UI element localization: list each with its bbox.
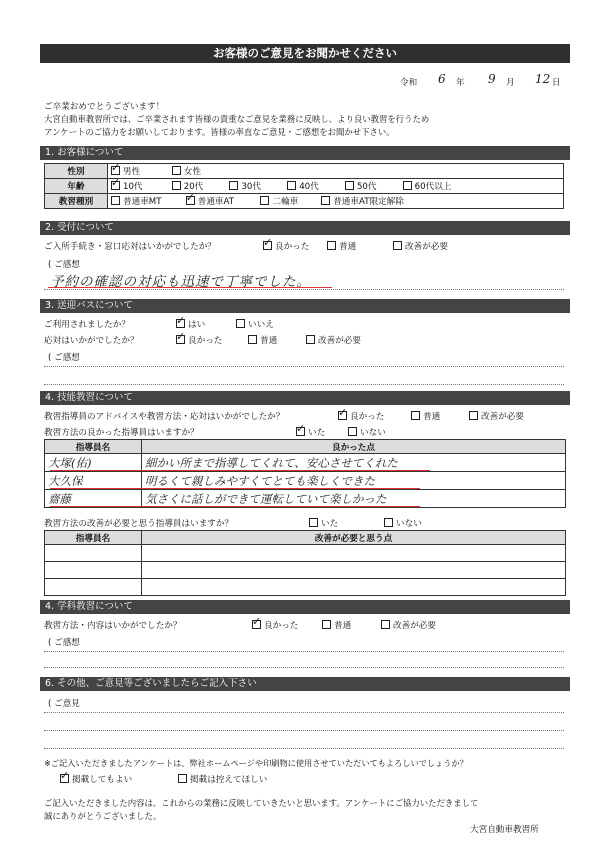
checkbox-icon[interactable]: [381, 620, 390, 629]
checkbox-icon[interactable]: [111, 166, 120, 175]
checkbox-icon[interactable]: [229, 181, 238, 190]
publish-ok-option[interactable]: ✓掲載してもよい: [60, 773, 132, 785]
answer-underline: [50, 488, 420, 489]
reception-question: ご入所手続き・窓口応対はいかがでしたか？: [44, 242, 216, 252]
age-option-10[interactable]: ✓ 10代: [111, 180, 169, 192]
good-instructor-yes[interactable]: ✓ いた: [296, 426, 325, 438]
section-3-header: 3. 送迎バスについて: [40, 299, 570, 313]
checkbox-icon[interactable]: [172, 181, 181, 190]
section-2-header: 2. 受付について: [40, 221, 570, 235]
course-type-label: 教習種別: [45, 194, 108, 209]
gender-label: 性別: [45, 164, 108, 179]
improve-instructor-question: 教習方法の改善が必要と思う指導員はいますか？: [44, 519, 234, 529]
checkbox-icon[interactable]: [327, 241, 336, 250]
improve-point-cell[interactable]: [142, 562, 566, 579]
comment-line: [44, 289, 564, 290]
date-month-unit: 月: [506, 78, 515, 88]
section-4-header: 4. 技能教習について: [40, 391, 570, 405]
date-day-unit: 日: [552, 78, 561, 88]
age-option-40[interactable]: 40代: [287, 180, 342, 192]
good-instructor-name[interactable]: 大久保: [45, 472, 142, 490]
instructor-question: 教習指導員のアドバイスや教習方法・応対はいかがでしたか？: [44, 412, 285, 422]
checkbox-icon[interactable]: [111, 196, 120, 205]
publish-ng-option[interactable]: 掲載は控えてほしい: [178, 773, 267, 785]
improve-table-point-header: 改善が必要と思う点: [142, 531, 566, 545]
lecture-option-good[interactable]: ✓ 良かった: [252, 619, 298, 631]
good-instructor-name[interactable]: 齋藤: [45, 490, 142, 508]
comment-line: [44, 748, 564, 749]
checkbox-icon[interactable]: [176, 319, 185, 328]
bus-usage-yes[interactable]: ✓ はい: [176, 318, 205, 330]
course-at-option[interactable]: ✓ 普通車AT: [186, 195, 258, 207]
publish-question: ※ご記入いただきましたアンケートは、弊社ホームページや印刷物に使用させていただいてもよろしいでしょうか？: [44, 758, 468, 768]
checkbox-icon[interactable]: [172, 166, 181, 175]
age-label: 年齢: [45, 179, 108, 194]
checkbox-icon[interactable]: [384, 518, 393, 527]
checkbox-icon[interactable]: [60, 774, 69, 783]
checkbox-icon[interactable]: [345, 181, 354, 190]
intro-line-3: アンケートのご協力をお願いしております。皆様の率直なご意見・ご感想をお聞かせ下さい。: [44, 127, 395, 137]
checkbox-icon[interactable]: [393, 241, 402, 250]
checkbox-icon[interactable]: [322, 620, 331, 629]
improve-point-cell[interactable]: [142, 579, 566, 596]
company-name: 大宮自動車教習所: [470, 825, 539, 835]
age-option-20[interactable]: 20代: [172, 180, 227, 192]
instructor-option-good[interactable]: ✓ 良かった: [338, 410, 384, 422]
lecture-comment-label: ( ご感想: [48, 638, 80, 648]
customer-info-table: [44, 163, 564, 209]
section-5-header: 4. 学科教習について: [40, 600, 570, 614]
good-instructor-table: [44, 439, 566, 508]
reception-option-good[interactable]: ✓ 良かった: [263, 240, 309, 252]
bus-usage-no[interactable]: いいえ: [236, 318, 274, 330]
good-table-name-header: 指導員名: [45, 440, 142, 454]
reception-comment[interactable]: 予約の確認の対応も迅速で丁寧でした。: [50, 274, 311, 290]
date-year: 6: [438, 72, 446, 86]
improve-name-cell[interactable]: [45, 562, 142, 579]
improve-instructor-no[interactable]: いない: [384, 517, 422, 529]
section-1-header: 1. お客様について: [40, 146, 570, 160]
gender-options: [108, 164, 564, 179]
bus-usage-question: ご利用されましたか？: [44, 320, 130, 330]
checkbox-icon[interactable]: [348, 427, 357, 436]
improve-point-cell[interactable]: [142, 545, 566, 562]
checkbox-icon[interactable]: [263, 241, 272, 250]
reception-comment-label: ( ご感想: [48, 260, 80, 270]
checkbox-icon[interactable]: [321, 196, 330, 205]
good-instructor-point[interactable]: 明るくて親しみやすくてとても楽しくできた: [142, 472, 566, 490]
checkbox-icon[interactable]: [236, 319, 245, 328]
date-month: 9: [488, 72, 496, 86]
checkbox-icon[interactable]: [186, 196, 195, 205]
bus-comment-label: ( ご感想: [48, 353, 80, 363]
checkbox-icon[interactable]: [176, 335, 185, 344]
checkbox-icon[interactable]: [469, 411, 478, 420]
bus-service-question: 応対はいかがでしたか？: [44, 336, 139, 346]
checkbox-icon[interactable]: [306, 335, 315, 344]
comment-line: [44, 366, 564, 367]
checkbox-icon[interactable]: [260, 196, 269, 205]
comment-line: [44, 384, 564, 385]
gender-female-option[interactable]: 女性: [172, 167, 201, 177]
comment-underline: [48, 287, 332, 288]
course-type-options: [108, 194, 564, 209]
checkbox-icon[interactable]: [287, 181, 296, 190]
checkbox-icon[interactable]: [403, 181, 412, 190]
age-options: [108, 179, 564, 194]
checkbox-icon[interactable]: [248, 335, 257, 344]
thanks-line-2: 誠にありがとうございました。: [44, 811, 162, 821]
comment-line: [44, 730, 564, 731]
good-instructor-no[interactable]: いない: [348, 426, 386, 438]
improve-instructor-yes[interactable]: いた: [309, 517, 338, 529]
date-era: 令和: [400, 78, 418, 88]
course-at-release-option[interactable]: 普通車AT限定解除: [321, 197, 404, 207]
age-option-30[interactable]: 30代: [229, 180, 284, 192]
intro-line-2: 大宮自動車教習所では、ご卒業されます皆様の貴重なご意見を業務に反映し、より良い教習を行うため: [44, 114, 430, 124]
checkbox-icon[interactable]: [178, 774, 187, 783]
reception-option-improve[interactable]: 改善が必要: [393, 240, 448, 252]
reception-option-normal[interactable]: 普通: [327, 240, 356, 252]
bus-service-normal[interactable]: 普通: [248, 334, 277, 346]
improve-name-cell[interactable]: [45, 579, 142, 596]
answer-underline: [50, 506, 420, 507]
good-instructor-name[interactable]: 大塚(佑): [45, 454, 142, 472]
checkbox-icon[interactable]: [296, 427, 305, 436]
checkbox-icon[interactable]: [411, 411, 420, 420]
comment-line: [44, 712, 564, 713]
instructor-option-improve[interactable]: 改善が必要: [469, 410, 524, 422]
lecture-question: 教習方法・内容はいかがでしたか？: [44, 621, 182, 631]
comment-line: [44, 651, 564, 652]
checkbox-icon[interactable]: [338, 411, 347, 420]
age-option-60-plus[interactable]: 60代以上: [403, 182, 452, 192]
bus-service-improve[interactable]: 改善が必要: [306, 334, 361, 346]
checkbox-icon[interactable]: [252, 620, 261, 629]
good-table-point-header: 良かった点: [142, 440, 566, 454]
checkbox-icon[interactable]: [309, 518, 318, 527]
checkbox-icon[interactable]: [111, 181, 120, 190]
comment-line: [44, 667, 564, 668]
course-motorcycle-option[interactable]: 二輪車: [260, 195, 318, 207]
section-6-header: 6. その他、ご意見等ございましたらご記入下さい: [40, 677, 570, 691]
form-title: お客様のご意見をお聞かせください: [40, 44, 570, 63]
date-day: 12: [535, 72, 551, 86]
improve-table-name-header: 指導員名: [45, 531, 142, 545]
age-option-50[interactable]: 50代: [345, 180, 400, 192]
improve-instructor-table: [44, 530, 566, 596]
improve-name-cell[interactable]: [45, 545, 142, 562]
lecture-option-normal[interactable]: 普通: [322, 619, 351, 631]
date-year-unit: 年: [456, 78, 465, 88]
good-instructor-point[interactable]: 気さくに話しができて運転していて楽しかった: [142, 490, 566, 508]
good-instructor-point[interactable]: 細かい所まで指導してくれて、安心させてくれた: [142, 454, 566, 472]
intro-line-1: ご卒業おめでとうございます！: [44, 102, 165, 112]
thanks-line-1: ご記入いただきました内容は、これからの業務に反映していきたいと思います。アンケートにご協力いただきまして: [44, 798, 479, 808]
lecture-option-improve[interactable]: 改善が必要: [381, 619, 436, 631]
course-mt-option[interactable]: 普通車MT: [111, 195, 183, 207]
good-instructor-question: 教習方法の良かった指導員はいますか？: [44, 428, 199, 438]
bus-service-good[interactable]: ✓ 良かった: [176, 334, 222, 346]
answer-underline: [50, 470, 430, 471]
gender-male-option[interactable]: ✓ 男性: [111, 165, 169, 177]
instructor-option-normal[interactable]: 普通: [411, 410, 440, 422]
other-comment-label: ( ご意見: [48, 699, 80, 709]
